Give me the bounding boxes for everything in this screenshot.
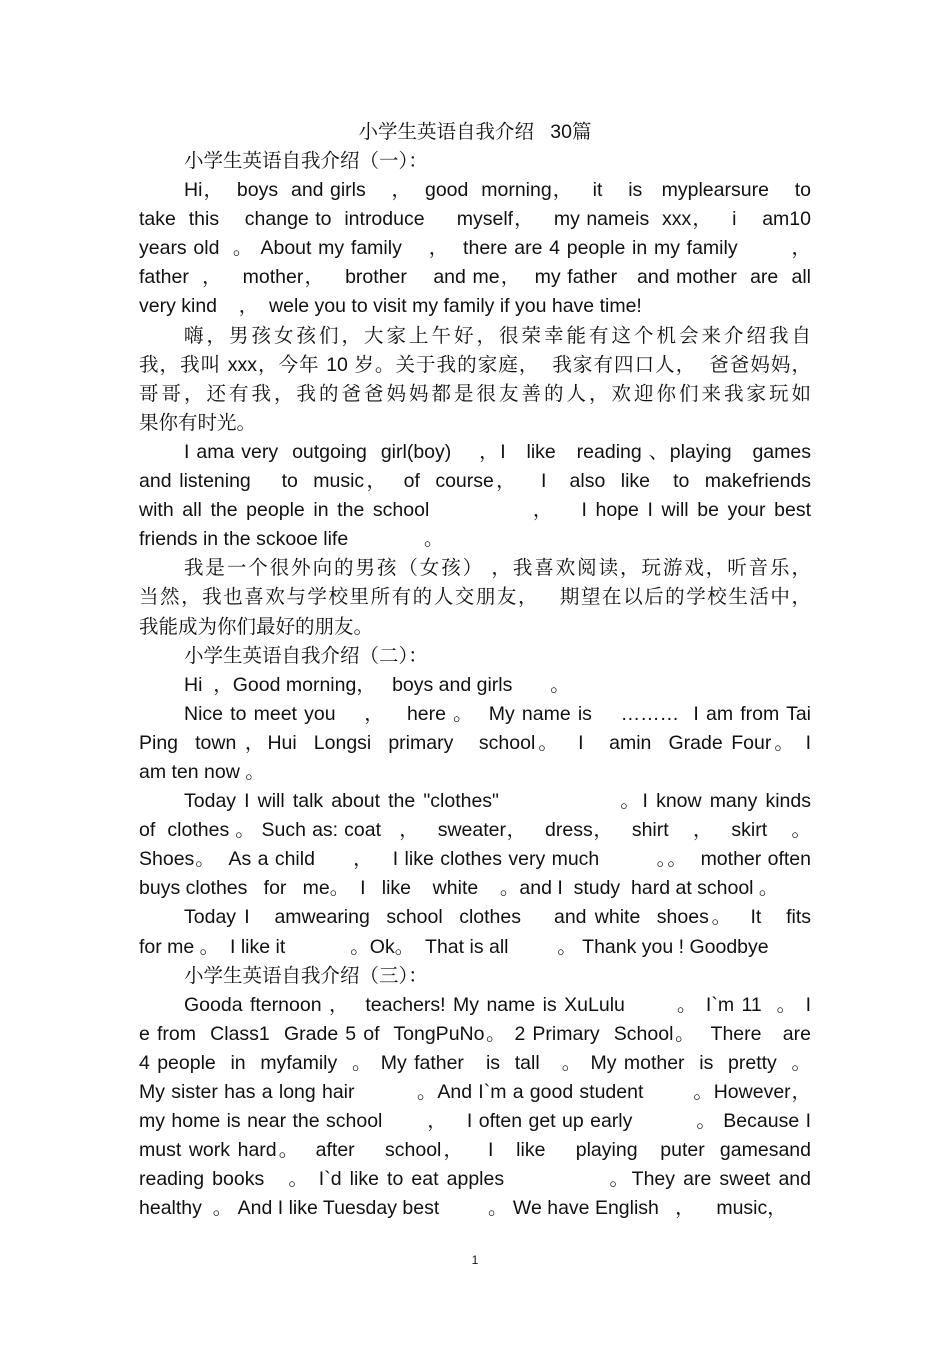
paragraph-line: Gooda fternoon ， teachers! My name is XuLulu 。 I`m 11 。 I xyxy=(184,993,811,1016)
paragraph-line: for me 。 I like it 。Ok。 That is all 。 Thank you ! Goodbye xyxy=(139,935,769,958)
paragraph-line: e from Class1 Grade 5 of TongPuNo。 2 Primary School。 There are xyxy=(139,1022,811,1045)
document-title: 小学生英语自我介绍 30篇 xyxy=(358,121,592,143)
paragraph-line: 果你有时光。 xyxy=(139,411,257,434)
paragraph-line: My sister has a long hair 。And I`m a good student 。However， xyxy=(139,1081,811,1103)
paragraph xyxy=(139,671,811,700)
paragraph-line: 嗨，男孩女孩们，大家上午好，很荣幸能有这个机会来介绍我自 xyxy=(184,324,811,347)
paragraph-line: reading books 。 I`d like to eat apples 。They are sweet and xyxy=(139,1168,811,1191)
paragraph-line: of clothes 。 Such as: coat ， sweater， dress， shirt ， skirt 。 xyxy=(139,819,811,842)
paragraph-line: 我，我叫 xxx，今年 10 岁。关于我的家庭， 我家有四口人， 爸爸妈妈， xyxy=(139,353,811,376)
paragraph-line: very kind ， wele you to visit my family if you have time! xyxy=(139,295,642,318)
section-heading: 小学生英语自我介绍（二）： xyxy=(184,644,428,667)
paragraph-line: must work hard。 after school， I like playing puter gamesand xyxy=(139,1139,811,1162)
paragraph-line: I ama very outgoing girl(boy) ，I like reading 、playing games xyxy=(184,440,811,463)
paragraph xyxy=(139,554,811,641)
paragraph-line: 我是一个很外向的男孩（女孩） ，我喜欢阅读，玩游戏，听音乐， xyxy=(184,557,811,580)
paragraph-line: 4 people in myfamily 。 My father is tall 。 My mother is pretty 。 xyxy=(139,1051,811,1074)
paragraph-line: and listening to music， of course， I also like to makefriends xyxy=(139,470,811,493)
paragraph xyxy=(139,991,811,1224)
paragraph-line: take this change to introduce myself， my nameis xxx， i am10 xyxy=(139,208,811,231)
paragraph-line: Today I will talk about the "clothes" 。I know many kinds xyxy=(184,790,811,813)
paragraph-line: Today I amwearing school clothes and white shoes。 It fits xyxy=(184,906,811,929)
paragraph-line: 当然，我也喜欢与学校里所有的人交朋友， 期望在以后的学校生活中， xyxy=(139,586,811,609)
section-heading: 小学生英语自我介绍（一）： xyxy=(184,150,428,172)
paragraph-line: Shoes。 As a child ， I like clothes very much 。。 mother often xyxy=(139,848,811,871)
paragraph-line: 哥哥，还有我，我的爸爸妈妈都是很友善的人，欢迎你们来我家玩如 xyxy=(139,382,811,405)
paragraph-line: father ， mother， brother and me， my father and mother are all xyxy=(139,266,811,289)
paragraph xyxy=(139,322,811,438)
paragraph-line: 我能成为你们最好的朋友。 xyxy=(139,615,374,638)
paragraph xyxy=(139,903,811,961)
paragraph xyxy=(139,787,811,903)
paragraph-line: Hi， boys and girls ， good morning， it is myplearsure to xyxy=(184,179,811,202)
document-body xyxy=(139,147,811,1223)
paragraph-line: friends in the sckooe life 。 xyxy=(139,528,444,551)
page-number: 1 xyxy=(471,1253,479,1267)
paragraph-line: healthy 。 And I like Tuesday best 。 We have English ， music， xyxy=(139,1197,787,1220)
paragraph-line: with all the people in the school ， I hope I will be your best xyxy=(139,499,811,522)
paragraph-line: years old 。 About my family ， there are 4 people in my family ， xyxy=(139,237,811,260)
section-heading: 小学生英语自我介绍（三）： xyxy=(184,964,428,987)
paragraph xyxy=(139,176,811,321)
paragraph-line: am ten now 。 xyxy=(139,760,265,783)
paragraph-line: Ping town ，Hui Longsi primary school。 I amin Grade Four。 I xyxy=(139,731,811,754)
paragraph-line: Nice to meet you ， here 。 My name is ……… I am from Tai xyxy=(184,702,811,725)
paragraph xyxy=(139,438,811,554)
paragraph-line: Hi ，Good morning， boys and girls 。 xyxy=(184,673,570,696)
paragraph-line: buys clothes for me。 I like white 。and I study hard at school 。 xyxy=(139,877,779,900)
paragraph-line: my home is near the school ， I often get up early 。 Because I xyxy=(139,1110,811,1133)
paragraph xyxy=(139,700,811,787)
